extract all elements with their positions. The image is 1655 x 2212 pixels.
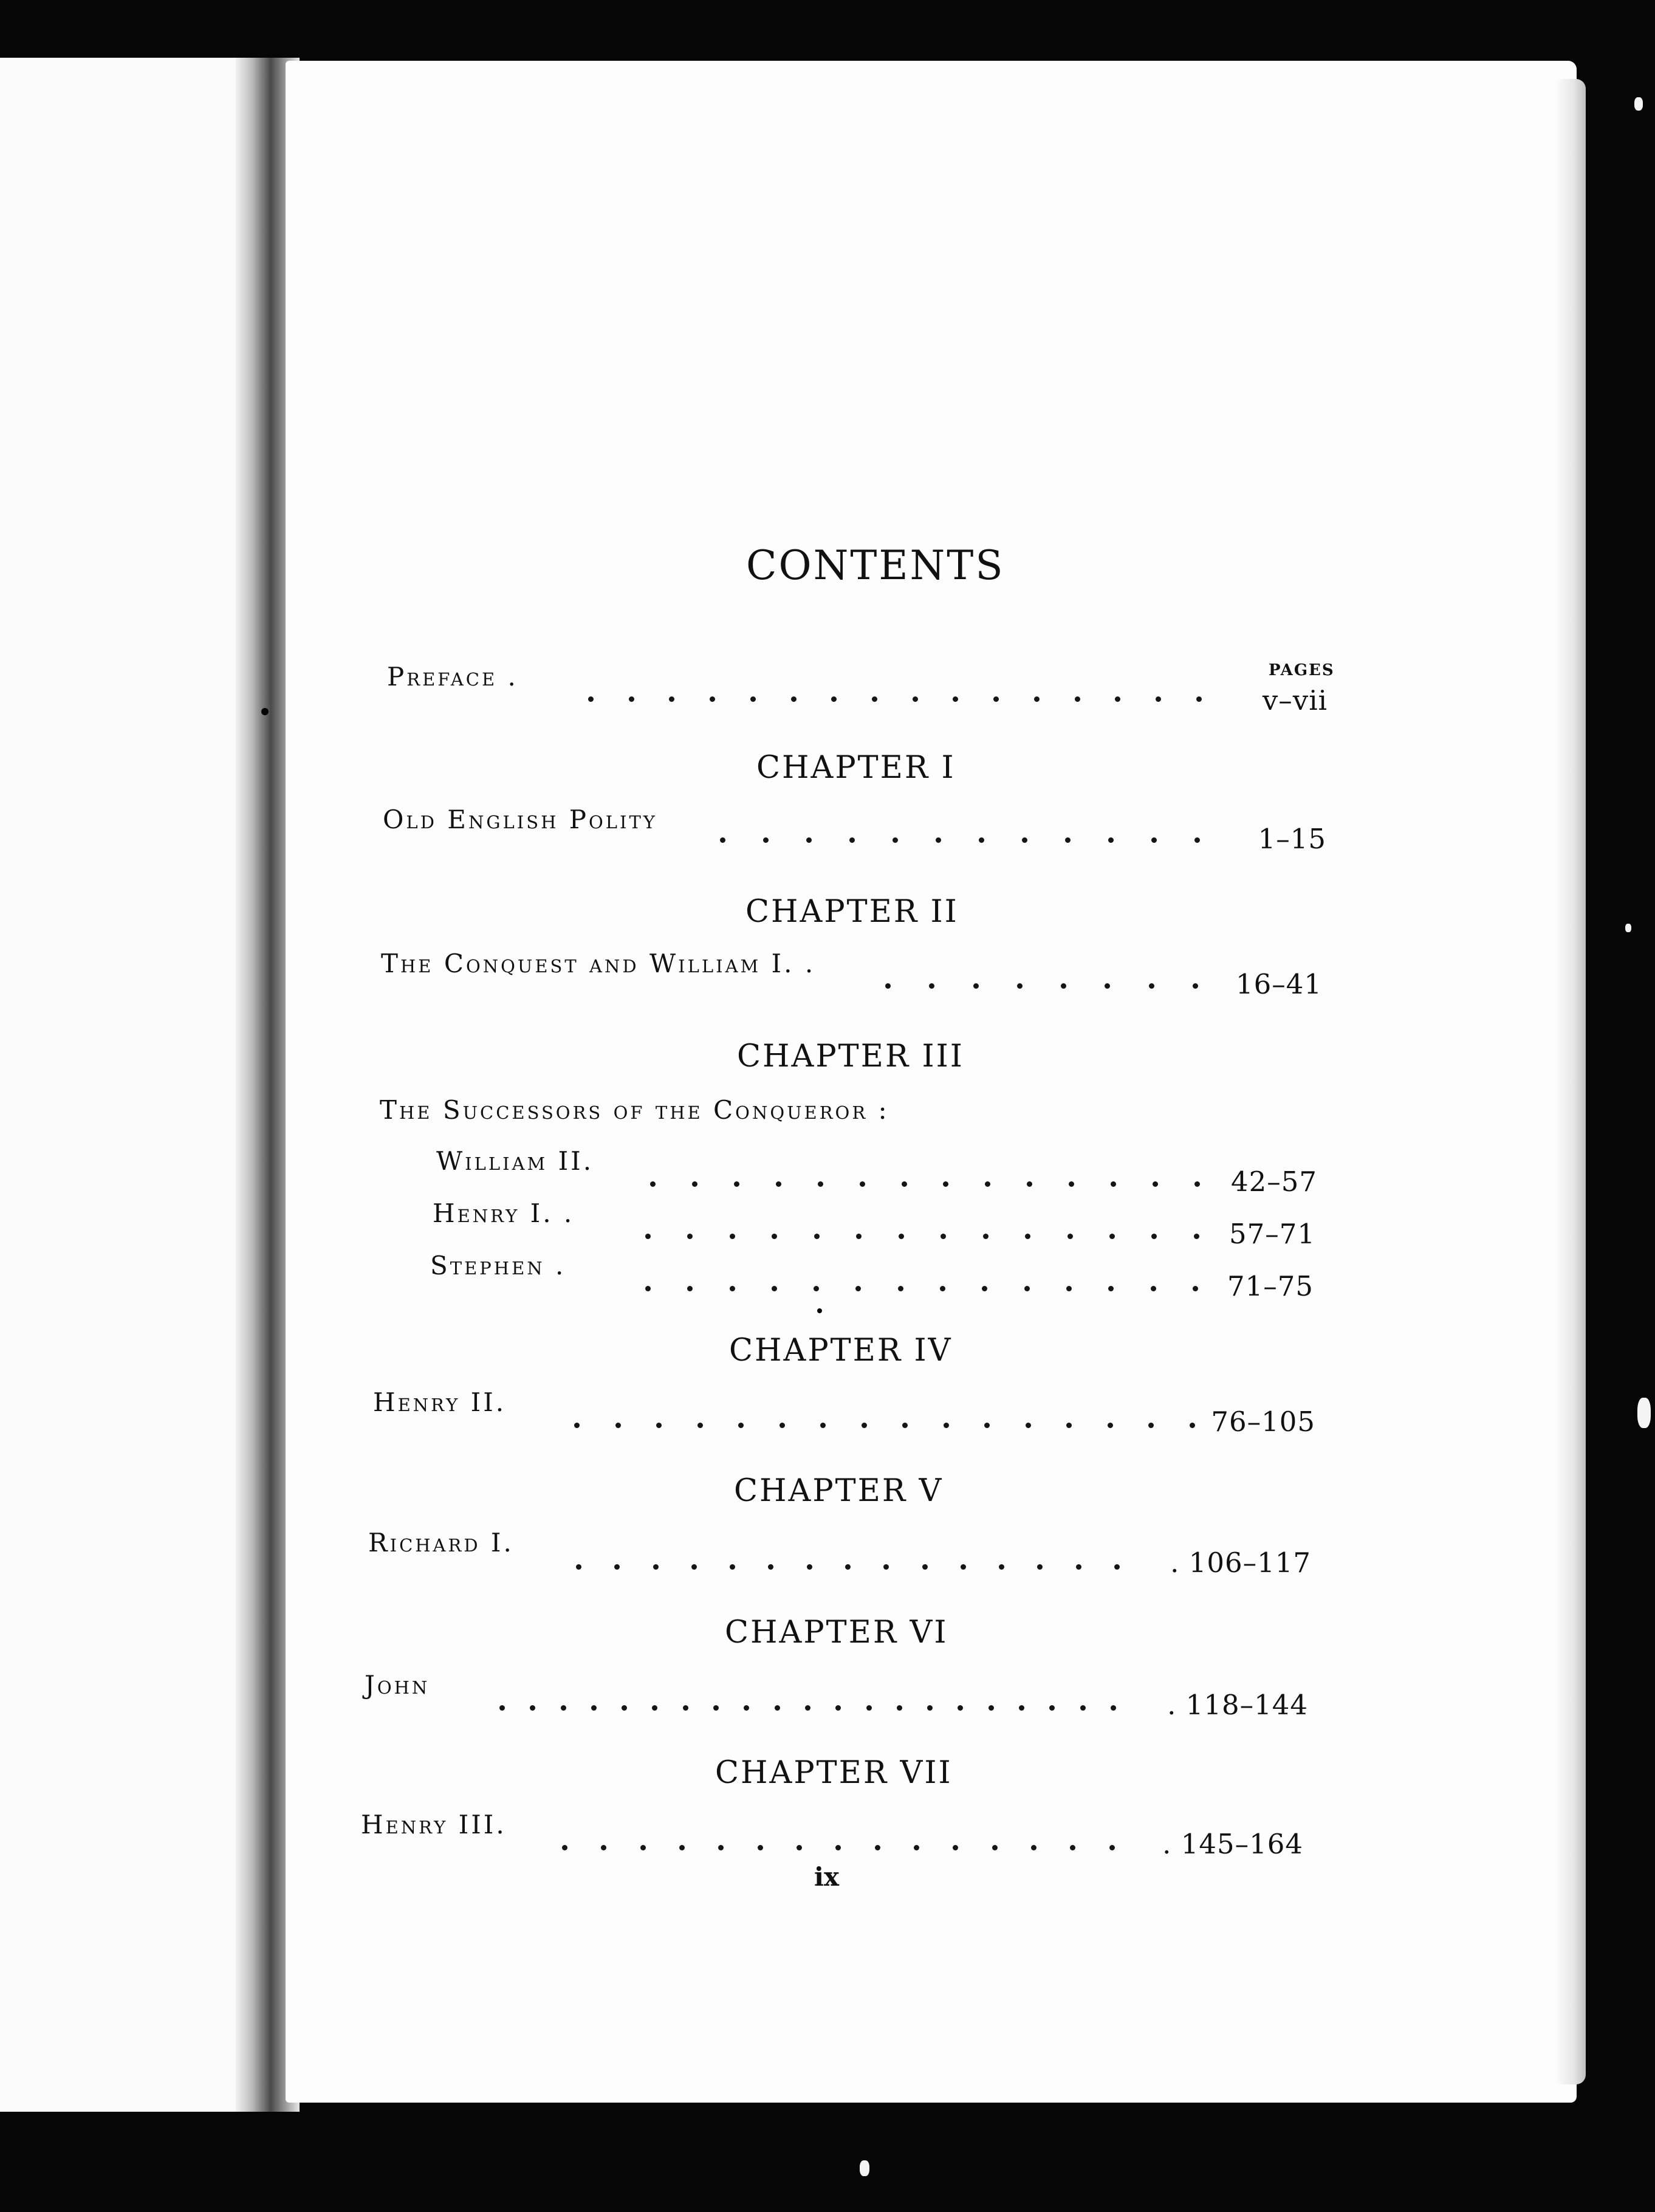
toc-page-range: 71–75 [1227,1270,1314,1302]
chapter-heading: CHAPTER I [756,750,956,786]
dot-leader [574,1419,1195,1431]
toc-page-range: . 118–144 [1167,1689,1308,1721]
toc-page-range: 57–71 [1228,1218,1315,1250]
toc-entry: William II. [436,1146,594,1176]
toc-page-range: v–vii [1262,684,1328,716]
dot-leader [885,980,1198,992]
scan-speck [817,1308,822,1313]
toc-entry: Henry II. [373,1387,507,1417]
page-number: ix [814,1862,839,1892]
page-edge-shadow [1555,79,1586,2084]
dot-leader [588,693,1202,705]
scan-speck [1637,1398,1651,1428]
dot-leader [499,1702,1116,1714]
dot-leader [650,1178,1200,1190]
chapter-heading: CHAPTER II [745,894,959,930]
pages-column-heading: PAGES [1269,661,1335,679]
toc-entry: Richard I. [368,1528,514,1558]
toc-page-range: . 145–164 [1162,1828,1303,1860]
dot-leader [645,1282,1198,1294]
toc-entry-intro: The Successors of the Conqueror : [380,1095,889,1125]
chapter-heading: CHAPTER IV [729,1333,953,1369]
toc-page-range: 42–57 [1230,1166,1317,1198]
toc-entry: The Conquest and William I. . [381,949,816,978]
toc-page-range: 16–41 [1235,968,1322,1000]
dot-leader [645,1230,1199,1242]
chapter-heading: CHAPTER VII [715,1755,953,1791]
toc-page-range: . 106–117 [1170,1547,1311,1579]
toc-entry: Stephen . [430,1251,566,1280]
toc-entry: Henry I. . [433,1198,575,1228]
dot-leader [562,1841,1115,1853]
scan-speck [860,2160,869,2176]
toc-entry: Old English Polity [383,805,657,834]
toc-entry: John [365,1670,430,1700]
contents-page [286,61,1577,2103]
scan-speck [1634,97,1643,111]
left-facing-page [0,58,236,2112]
dot-leader [576,1561,1120,1573]
toc-page-range: 76–105 [1211,1406,1315,1438]
toc-entry-preface: Preface . [387,662,518,692]
toc-page-range: 1–15 [1258,823,1326,855]
chapter-heading: CHAPTER V [734,1473,944,1509]
chapter-heading: CHAPTER III [737,1039,964,1074]
scan-speck [261,708,269,715]
chapter-heading: CHAPTER VI [725,1615,948,1650]
contents-heading: CONTENTS [746,542,1005,589]
scan-speck [1625,924,1631,932]
toc-entry: Henry III. [361,1810,507,1839]
dot-leader [720,834,1200,846]
